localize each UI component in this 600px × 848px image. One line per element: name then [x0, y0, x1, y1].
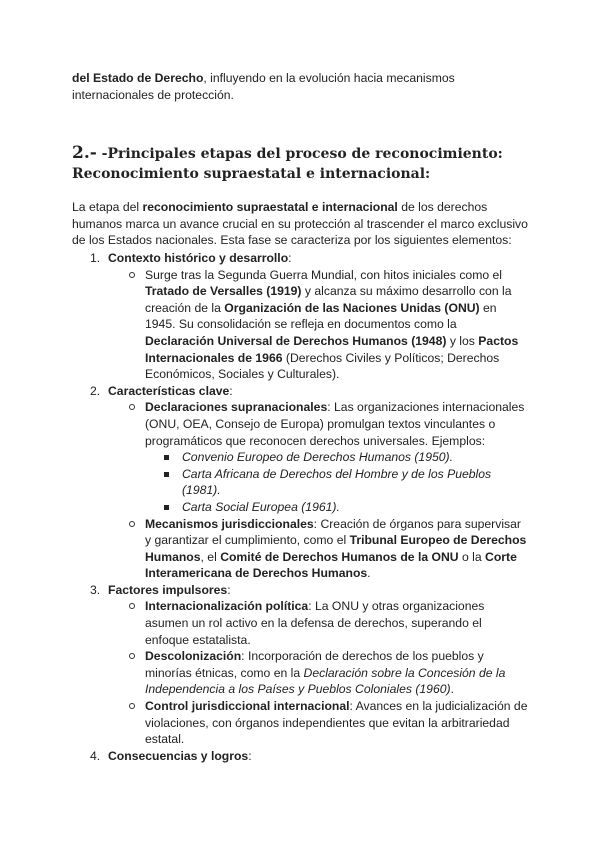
sub-item-text: y los [446, 333, 479, 348]
sub-item-bold: Tribunal Europeo de Derechos Humanos [145, 533, 527, 564]
sub-item-italic: Declaración sobre la Concesión de la Independencia a los Países y Pueblos Coloniales (1960) [145, 665, 506, 697]
sub-item-bold: Comité de Derechos Humanos de la ONU [220, 549, 459, 564]
sub-list-item [145, 267, 528, 383]
sub-item-text: : Incorporación de derechos de los pueblos y minorías étnicas, como en la [145, 649, 484, 680]
square-bullet-icon [164, 472, 169, 477]
example-item [182, 499, 528, 516]
section-number: 2.- [72, 143, 97, 163]
sub-item-text: : Las organizaciones internacionales (ONU, OEA, Consejo de Europa) promulgan textos vinculantes o programáticos que reconocen derechos universales. Ejemplos: [145, 400, 525, 448]
list-item [90, 250, 528, 383]
sub-item-text: : Creación de órganos para supervisar y garantizar el cumplimiento, como el [145, 516, 521, 548]
sub-item-text: : Avances en la judicialización de violaciones, con órganos independientes que evitan la arbitrariedad estatal. [145, 699, 528, 747]
circle-bullet-icon [129, 272, 135, 278]
sub-list [108, 399, 528, 582]
sub-item-text: en 1945. Su consolidación se refleja en documentos como la [145, 300, 497, 332]
sub-item-text: Surge tras la Segunda Guerra Mundial, con hitos iniciales como el [145, 267, 503, 282]
sub-item-bold: Mecanismos jurisdiccionales [145, 516, 314, 531]
paragraph-text: La etapa del [72, 200, 143, 214]
list-item-label: Contexto histórico y desarrollo [108, 251, 289, 265]
list-item [90, 582, 528, 748]
list-item [90, 748, 528, 765]
sub-item-bold: Control jurisdiccional internacional [145, 699, 350, 714]
sub-list-item [145, 399, 528, 515]
sub-list [108, 598, 528, 747]
numbered-list [90, 250, 528, 764]
sub-item-text: (Derechos Civiles y Políticos; Derechos Económicos, Sociales y Culturales). [145, 350, 500, 382]
sub-item-text: : La ONU y otras organizaciones asumen un rol activo en la defensa de derechos, superando el enfoque estatalista. [145, 599, 485, 647]
sub-item-bold: Declaraciones supranacionales [145, 400, 328, 415]
sub-item-bold: Descolonización [145, 649, 242, 664]
sub-item-text: , el [200, 549, 221, 564]
sub-list-item [145, 598, 528, 648]
circle-bullet-icon [129, 404, 135, 410]
circle-bullet-icon [129, 603, 135, 609]
sub-item-bold: Declaración Universal de Derechos Humanos (1948) [145, 333, 447, 348]
section-heading [72, 143, 542, 184]
example-text: Carta Social Europea (1961). [182, 499, 340, 514]
section-paragraph [72, 199, 532, 249]
intro-rest: , influyendo en la evolución hacia mecanismos internacionales de protección. [72, 71, 455, 102]
example-item [182, 466, 528, 499]
list-number: 4. [90, 748, 101, 763]
example-text: Convenio Europeo de Derechos Humanos (1950). [182, 450, 453, 465]
list-item-label: Características clave [108, 383, 230, 398]
square-bullet-icon [164, 455, 169, 460]
list-number: 1. [90, 251, 101, 265]
circle-bullet-icon [129, 703, 135, 709]
sub-list-item [145, 698, 528, 748]
sub-item-bold: Tratado de Versalles (1919) [145, 284, 302, 299]
list-number: 3. [90, 582, 101, 597]
square-bullet-icon [164, 505, 169, 510]
paragraph-text: de los derechos humanos marca un avance crucial en su protección al trascender el marco exclusivo de los Estados nacionales. Esta fase se caracteriza por los siguientes elementos: [72, 200, 528, 248]
example-list [145, 449, 528, 515]
colon: : [227, 582, 231, 597]
sub-item-text: . [450, 682, 454, 697]
sub-list-item [145, 516, 528, 582]
sub-item-bold: Pactos Internacionales de 1966 [145, 333, 519, 365]
sub-item-text: y alcanza su máximo desarrollo con la creación de la [145, 284, 512, 315]
paragraph-bold: reconocimiento supraestatal e internacional [142, 200, 398, 214]
list-number: 2. [90, 383, 101, 398]
sub-item-bold: Internacionalización política [145, 599, 309, 614]
sub-item-text: . [367, 566, 371, 581]
list-item-label: Consecuencias y logros [108, 748, 249, 763]
intro-bold: del Estado de Derecho [72, 71, 204, 85]
circle-bullet-icon [129, 521, 135, 527]
example-text: Carta Africana de Derechos del Hombre y de los Pueblos (1981). [182, 466, 492, 498]
section-title: -Principales etapas del proceso de reconocimiento: Reconocimiento supraestatal e internacional: [72, 146, 503, 182]
circle-bullet-icon [129, 653, 135, 659]
list-item-label: Factores impulsores [108, 582, 228, 597]
sub-item-bold: Organización de las Naciones Unidas (ONU) [224, 300, 480, 315]
sub-list [108, 267, 528, 383]
sub-item-bold: Corte Interamericana de Derechos Humanos [145, 549, 517, 581]
intro-text [72, 70, 532, 103]
colon: : [288, 251, 292, 265]
example-item [182, 449, 528, 466]
colon: : [248, 748, 252, 763]
sub-list-item [145, 648, 528, 698]
sub-item-text: o la [458, 549, 486, 564]
colon: : [229, 383, 233, 398]
list-item [90, 383, 528, 582]
